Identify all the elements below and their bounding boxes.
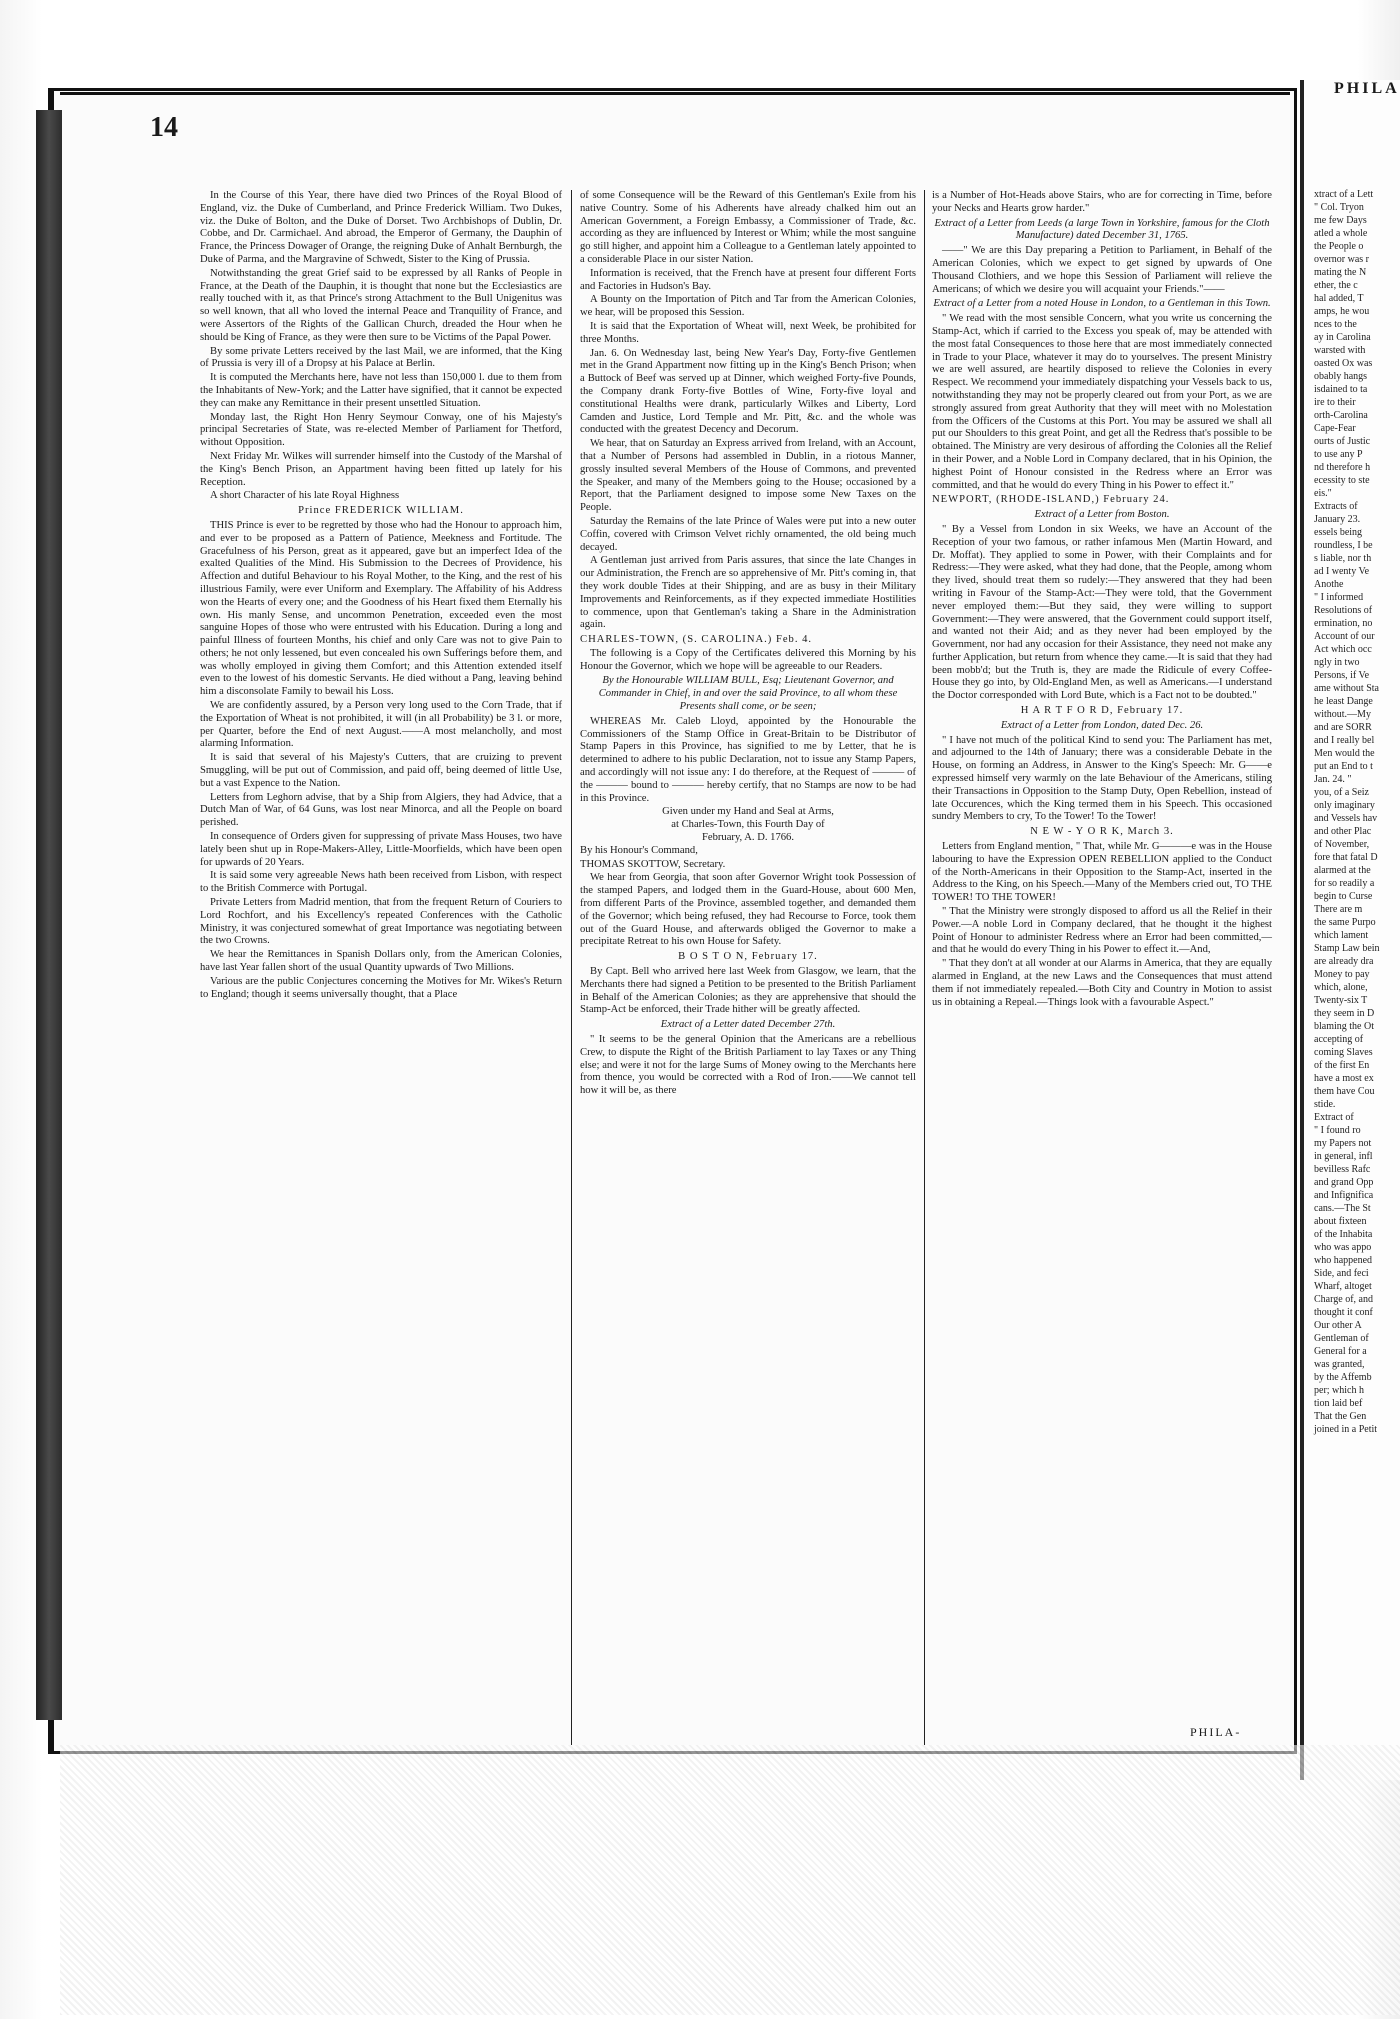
adjacent-page-line: ire to their: [1314, 397, 1356, 408]
adjacent-page-line: fore that fatal D: [1314, 852, 1378, 863]
paragraph: of some Consequence will be the Reward of this Gentleman's Exile from his native Country. Some of his Adherents have already chalked him out an American Government, a Foreign Embassy, a Commissioner of Trade, &c. according as they are influenced by Interest or Whim; while the most sanguine go still higher, and appoint him a Colleague to a Gentleman lately appointed to a considerable Place in our sister Nation.: [580, 190, 916, 265]
certificate-signature: February, A. D. 1766.: [702, 832, 794, 844]
adjacent-page-line: bevilless Rafc: [1314, 1164, 1371, 1175]
adjacent-page-line: Jan. 24. ": [1314, 774, 1352, 785]
paragraph: We hear from Georgia, that soon after Governor Wright took Possession of the stamped Papers, and lodged them in the Guard-House, about 600 Men, from different Parts of the Province, assembled together, and demanded them of the Governor; which being refused, they had Recourse to Force, took them out of the Guard House, and afterwards obliged the Governor to make a precipitate Retreat to his own House for Safety.: [580, 872, 916, 948]
adjacent-page-line: ermination, no: [1314, 618, 1373, 629]
adjacent-page-line: are already dra: [1314, 956, 1374, 967]
adjacent-page-line: ad I wenty Ve: [1314, 566, 1370, 577]
extract-heading: Extract of a Letter from a noted House in London, to a Gentleman in this Town.: [933, 298, 1271, 310]
adjacent-page-line: and grand Opp: [1314, 1177, 1374, 1188]
adjacent-page-line: who happened: [1314, 1255, 1373, 1266]
adjacent-page-line: and I really bel: [1314, 735, 1375, 746]
adjacent-page-line: eis.": [1314, 488, 1332, 499]
paragraph: The following is a Copy of the Certificates delivered this Morning by his Honour the Governor, which we hope will be agreeable to our Readers.: [580, 647, 916, 672]
adjacent-page-line: " I found ro: [1314, 1125, 1361, 1136]
paragraph: Jan. 6. On Wednesday last, being New Year's Day, Forty-five Gentlemen met in the Grand Appartment now fitting up in the King's Bench Prison; when a Buttock of Beef was served up at Dinner, which weighed Forty-five Pounds, the Company drank Forty-five Bottles of Wine, Forty-five loyal and constitutional Healths were drank, particularly Wilkes and Liberty, Lord Camden and Justice, Lord Temple and Mr. Pitt, &c. and the whole was conducted with the greatest Decency and Decorum.: [580, 347, 916, 436]
adjacent-page-line: s liable, nor th: [1314, 553, 1372, 564]
adjacent-page-line: about fixteen: [1314, 1216, 1367, 1227]
adjacent-page-line: hal added, T: [1314, 293, 1364, 304]
adjacent-page-line: Account of our: [1314, 631, 1375, 642]
adjacent-page-line: blaming the Ot: [1314, 1021, 1374, 1032]
adjacent-page-line: essels being: [1314, 527, 1363, 538]
top-rule: [60, 92, 1290, 95]
paragraph: Information is received, that the French have at present four different Forts and Factories in Hudson's Bay.: [580, 267, 916, 292]
adjacent-page-line: and other Plac: [1314, 826, 1372, 837]
paragraph: It is said that the Exportation of Wheat will, next Week, be prohibited for three Months.: [580, 320, 916, 345]
extract-heading: Extract of a Letter dated December 27th.: [660, 1019, 836, 1031]
adjacent-page-line: ame without Sta: [1314, 683, 1379, 694]
column-2: [580, 190, 916, 1099]
adjacent-page-line: roundless, I be: [1314, 540, 1373, 551]
adjacent-page-line: stide.: [1314, 1099, 1336, 1110]
adjacent-page-line: alarmed at the: [1314, 865, 1371, 876]
extract-heading: Extract of a Letter from Boston.: [1034, 509, 1170, 521]
adjacent-page-line: ecessity to ste: [1314, 475, 1370, 486]
section-heading: Prince FREDERICK WILLIAM.: [298, 505, 464, 517]
section-heading: N E W - Y O R K, March 3.: [1030, 826, 1174, 838]
column-rule: [571, 190, 572, 1745]
paragraph: is a Number of Hot-Heads above Stairs, who are for correcting in Time, before your Necks and Hearts grow harder.": [932, 190, 1272, 214]
paragraph: Saturday the Remains of the late Prince of Wales were put into a new outer Coffin, covered with Crimson Velvet richly ornamented, the old being much decayed.: [580, 515, 916, 553]
paragraph: Letters from Leghorn advise, that by a Ship from Algiers, they had Advice, that a Dutch Man of War, of 64 Guns, was lost near Minorca, and all the People on board perished.: [200, 791, 562, 829]
adjacent-page-line: Cape-Fear: [1314, 423, 1356, 434]
page-binding-shadow: [36, 110, 62, 1720]
paragraph: By Capt. Bell who arrived here last Week from Glasgow, we learn, that the Merchants there had signed a Petition to be presented to the British Parliament in Behalf of the American Colonies; as they are apprehensive that should the Stamp-Act be enforced, their Trade hither will be greatly affected.: [580, 966, 916, 1016]
adjacent-page-line: coming Slaves: [1314, 1047, 1373, 1058]
paragraph: It is said that several of his Majesty's Cutters, that are cruizing to prevent Smuggling, will be put out of Commission, and paid off, being deemed of little Use, but a vast Expence to the Nation.: [200, 752, 562, 789]
adjacent-page-line: per; which h: [1314, 1385, 1364, 1396]
paragraph: ——" We are this Day preparing a Petition to Parliament, in Behalf of the American Colonies, which we expect to get signed by upwards of One Thousand Clothiers, and we hope this Session of Parliament will relieve the Americans; of which we desire you will acquaint your Friends."——: [932, 245, 1272, 295]
adjacent-page-line: ourts of Justic: [1314, 436, 1371, 447]
column-3: [932, 190, 1272, 1010]
adjacent-page-line: Extract of: [1314, 1112, 1354, 1123]
adjacent-page-line: them have Cou: [1314, 1086, 1375, 1097]
adjacent-page-line: January 23.: [1314, 514, 1361, 525]
adjacent-page: [1300, 80, 1400, 1780]
paragraph: THOMAS SKOTTOW, Secretary.: [580, 858, 726, 870]
extract-heading: Extract of a Letter from London, dated Dec. 26.: [1000, 719, 1204, 731]
adjacent-page-line: overnor was r: [1314, 254, 1369, 265]
adjacent-page-line: Charge of, and: [1314, 1294, 1373, 1305]
paragraph: " It seems to be the general Opinion that the Americans are a rebellious Crew, to dispute the Right of the British Parliament to lay Taxes or any Thing else; and were it not for the large Sums of Money owing to the Merchants here from thence, you would be corrected with a Rod of Iron.——We cannot tell how it will be, as there: [580, 1034, 916, 1097]
adjacent-page-line: he least Dange: [1314, 696, 1373, 707]
adjacent-page-line: Resolutions of: [1314, 605, 1373, 616]
dateline: NEWPORT, (RHODE-ISLAND,) February 24.: [932, 494, 1170, 506]
adjacent-page-line: you, of a Seiz: [1314, 787, 1369, 798]
paragraph: In the Course of this Year, there have died two Princes of the Royal Blood of England, viz. the Duke of Cumberland, and Prince Frederick William. Two Dukes, viz. the Duke of Bolton, and the Duke of Dorset. Two Archbishops of Dublin, Dr. Cobbe, and Dr. Carmichael. And abroad, the Emperor of Germany, the Dauphin of France, the Princess Dowager of Orange, the reigning Duke of Anhalt Bernburgh, the Duke of Parma, and the Margravine of Schwedt, Sister to the King of Prussia.: [200, 190, 562, 265]
adjacent-page-line: tion laid bef: [1314, 1398, 1363, 1409]
paragraph: Private Letters from Madrid mention, that from the frequent Return of Couriers to Lord Rochfort, and his Excellency's repeated Conferences with the Catholic Ministry, it was conjectured somewhat of great Importance was negotiating between the two Crowns.: [200, 897, 562, 947]
adjacent-page-line: of November,: [1314, 839, 1370, 850]
paragraph: By some private Letters received by the last Mail, we are informed, that the King of Prussia is very ill of a Dropsy at his Palace at Berlin.: [200, 345, 562, 370]
adjacent-page-line: Gentleman of: [1314, 1333, 1369, 1344]
adjacent-page-line: they seem in D: [1314, 1008, 1375, 1019]
adjacent-page-line: Wharf, altoget: [1314, 1281, 1372, 1292]
section-heading: H A R T F O R D, February 17.: [1020, 705, 1184, 717]
adjacent-page-line: Extracts of: [1314, 501, 1358, 512]
adjacent-page-line: Stamp Law bein: [1314, 943, 1380, 954]
paragraph: We hear, that on Saturday an Express arrived from Ireland, with an Account, that a Number of Persons had assembled in Dublin, in a riotous Manner, grossly insulted several Members of the House of Commons, and prevented the Speaker, and many of the Members going to the House; occasioned by a Report, that the Parliament designed to impose some New Taxes on the People.: [580, 438, 916, 514]
adjacent-page-line: That the Gen: [1314, 1411, 1367, 1422]
adjacent-page-line: thought it conf: [1314, 1307, 1373, 1318]
adjacent-page-line: my Papers not: [1314, 1138, 1372, 1149]
dateline: CHARLES-TOWN, (S. CAROLINA.) Feb. 4.: [580, 634, 813, 646]
adjacent-page-line: " Col. Tryon: [1314, 202, 1364, 213]
paragraph: Various are the public Conjectures concerning the Motives for Mr. Wikes's Return to England; though it seems universally thought, that a Place: [200, 975, 562, 1000]
adjacent-page-line: for so readily a: [1314, 878, 1375, 889]
certificate-signature: Given under my Hand and Seal at Arms,: [662, 806, 834, 818]
paragraph: " We read with the most sensible Concern, what you write us concerning the Stamp-Act, which if carried to the Excess you speak of, may be attended with the most fatal Consequences to those here that are most immediately connected in Trade to your Place, whatever it may do to yourselves. The present Ministry we are well assured, are heartily disposed to relieve the Colonies in every Respect. We recommend your immediately dispatching your Vessels back to us, notwithstanding they may not be properly cleared out from your Port, as we are strongly assured from great Authority that they will meet with no Molestation from the Officers of the Customs at this Port. You may be assured we shall all put our Shoulders to this great Point, and get all the Redress that's possible to be obtained. The Ministry are very desirous of affording the Colonies all the Relief in their Power, and a Noble Lord in Company declared, that in his Opinion, the highest Point of Honour consisted in the Redress where an Error was committed, and that he would do every Thing in his Power to effect it.": [932, 313, 1272, 491]
paragraph: " That the Ministry were strongly disposed to afford us all the Relief in their Power.—A noble Lord in Company declared, that he thought it the highest Point of Honour to administer Redress where an Error had been committed,—and that he would do every Thing in his Power to effect it.—And,: [932, 906, 1272, 956]
column-1: [200, 190, 562, 1002]
adjacent-page-line: obably hangs: [1314, 371, 1368, 382]
adjacent-page-line: which lament: [1314, 930, 1369, 941]
paragraph: A Gentleman just arrived from Paris assures, that since the late Changes in our Administration, the French are so apprehensive of Mr. Pitt's coming in, that they work double Tides at their Shipping, and are as busy in their Military Improvements and Reinforcements, as if they expected immediate Hostilities to commence, upon that Gentleman's taking a Share in the Administration again.: [580, 555, 916, 631]
adjacent-page-line: and Vessels hav: [1314, 813, 1378, 824]
adjacent-page-line: isdained to ta: [1314, 384, 1368, 395]
adjacent-page-line: and are SORR: [1314, 722, 1372, 733]
adjacent-page-line: have a most ex: [1314, 1073, 1374, 1084]
adjacent-page-line: and Infignifica: [1314, 1190, 1374, 1201]
adjacent-page-line: " I informed: [1314, 592, 1364, 603]
paragraph: " By a Vessel from London in six Weeks, we have an Account of the Reception of your two famous, or rather infamous Men (Martin Howard, and Dr. Moffat). They applied to some in Power, with their Complaints and for Redress:—They were asked, what they had done, that the People, among whom they lived, should treat them so rudely:—They answered that they had been writing in Favour of the Stamp-Act:—They were told, that the Government never employed them:—But they said, they were willing to support Government:—They were answered, that the Government could support itself, and wanted not their Aid; and as they never had been employed by the Government, nor had any occasion for their Assistance, they need not make any further Application, but return from whence they came.—It is said that they had been mobb'd; but the Truth is, they are made the Ridicule of every Coffee-House they go into, by Old-England Men, as well as Americans.—I understand the Doctor corresponded with Lord Bute, which is a Fact not to be doubted.": [932, 523, 1272, 702]
adjacent-page-line: Twenty-six T: [1314, 995, 1368, 1006]
paragraph: " That they don't at all wonder at our Alarms in America, that they are equally alarmed in England, at the new Laws and the Consequences that must attend them if not immediately repealed.—Both City and Country in Motion to assist us in obtaining a Repeal.—Things look with a favourable Aspect.": [932, 958, 1272, 1008]
scan-noise: [60, 1745, 1400, 2015]
adjacent-page-line: the People o: [1314, 241, 1364, 252]
adjacent-page-line: Persons, if Ve: [1314, 670, 1370, 681]
adjacent-page-line: There are m: [1314, 904, 1363, 915]
adjacent-page-line: ay in Carolina: [1314, 332, 1371, 343]
paragraph: We hear the Remittances in Spanish Dollars only, from the American Colonies, have last Year fallen short of the usual Quantity upwards of Two Millions.: [200, 949, 562, 974]
adjacent-page-line: of the Inhabita: [1314, 1229, 1373, 1240]
extract-heading: By the Honourable WILLIAM BULL, Esq; Lieutenant Governor, and Commander in Chief, in and over the said Province, to all whom these Presents shall come, or be seen;: [598, 675, 898, 713]
adjacent-page-line: xtract of a Lett: [1314, 189, 1374, 200]
adjacent-page-line: of the first En: [1314, 1060, 1370, 1071]
catchword: PHILA-: [1190, 1725, 1242, 1739]
extract-heading: Extract of a Letter from Leeds (a large Town in Yorkshire, famous for the Cloth Manufacture) dated December 31, 1765.: [934, 217, 1270, 242]
paragraph: In consequence of Orders given for suppressing of private Mass Houses, two have lately been shut up in Rope-Makers-Alley, Little-Moorfields, which have been open for upwards of 20 Years.: [200, 831, 562, 868]
adjacent-page-line: General for a: [1314, 1346, 1367, 1357]
adjacent-page-line: Act which occ: [1314, 644, 1372, 655]
section-heading: B O S T O N, February 17.: [678, 951, 818, 963]
adjacent-page-line: who was appo: [1314, 1242, 1372, 1253]
paragraph: It is computed the Merchants here, have not less than 150,000 l. due to them from the Inhabitants of New-York; and the Latter have signified, that it cannot be expected they can make any Remittance in their present unsettled Situation.: [200, 372, 562, 409]
adjacent-page-line: amps, he wou: [1314, 306, 1370, 317]
adjacent-page-line: Money to pay: [1314, 969, 1370, 980]
paragraph: A short Character of his late Royal Highness: [210, 490, 400, 502]
adjacent-page-line: was granted,: [1314, 1359, 1365, 1370]
paragraph: " I have not much of the political Kind to send you: The Parliament has met, and adjourned to the 14th of January; there was a considerable Debate in the House, on forming an Address, in Answer to the King's Speech: Mr. G——e expressed himself very warmly on the late Behaviour of the Americans, stiling their Transactions in Opposition to the Stamp Duty, Open Rebellion, instead of late Occurences, which the King termed them in his Speech. This occasioned sundry Members to cry, To the Tower! To the Tower!: [932, 734, 1272, 823]
paragraph: By his Honour's Command,: [580, 844, 698, 856]
adjacent-page-line: me few Days: [1314, 215, 1367, 226]
paragraph: THIS Prince is ever to be regretted by those who had the Honour to approach him, and ever to be proposed as a Pattern of Patience, Meekness and Fortitude. The Gracefulness of his Person, great as it appeared, gave but an imperfect Idea of the exalted Qualities of the Mind. His Submission to the Decrees of Providence, his Affection and dutiful Behaviour to his Royal Mother, to the King, and the rest of his illustrious Family, were ever Uniform and Exemplary. The Affability of his Address won the Hearts of every one; and the Goodness of his Heart fixed them Eternally his own. His manly Sense, and uncommon Penetration, exceeded even the most sanguine Hopes of those who were entrusted with his Education. During a long and painful Illness of fourteen Months, his chief and only Care was not to give Pain to others; he not only lessened, but even concealed his own Sufferings before them, and was wholly employed in giving them Comfort; and this Attention extended itself even to the lowest of his domestic Servants. He died without a Pang, leaving behind him a disconsolate Family to bewail his Loss.: [200, 519, 562, 698]
adjacent-page-line: which, alone,: [1314, 982, 1368, 993]
adjacent-page-line: put an End to t: [1314, 761, 1373, 772]
adjacent-page-line: to use any P: [1314, 449, 1363, 460]
adjacent-page-text: [1304, 98, 1400, 1436]
paragraph: A Bounty on the Importation of Pitch and Tar from the American Colonies, we hear, will be proposed this Session.: [580, 294, 916, 319]
adjacent-page-line: joined in a Petit: [1314, 1424, 1378, 1435]
adjacent-page-line: ether, the c: [1314, 280, 1358, 291]
paragraph: Notwithstanding the great Grief said to be expressed by all Ranks of People in France, at the Death of the Dauphin, it is thought that none but the Ecclesiastics are really touched with it, as that Prince's strong Attachment to the Bull Unigenitus was so well known, that all who loved the internal Peace and Tranquility of France, and were Assertors of the Rights of the Gallican Church, dreaded the Hour when he should be King of France, as they were then sure to be Victims of the Papal Power.: [200, 267, 562, 343]
adjacent-page-line: without.—My: [1314, 709, 1371, 720]
adjacent-page-line: orth-Carolina: [1314, 410, 1368, 421]
certificate-signature: at Charles-Town, this Fourth Day of: [671, 819, 825, 831]
adjacent-page-line: Anothe: [1314, 579, 1344, 590]
adjacent-page-line: cans.—The St: [1314, 1203, 1371, 1214]
page-number: 14: [150, 112, 178, 143]
adjacent-page-line: Side, and feci: [1314, 1268, 1369, 1279]
adjacent-page-line: Our other A: [1314, 1320, 1362, 1331]
adjacent-page-line: atled a whole: [1314, 228, 1368, 239]
adjacent-page-line: nces to the: [1314, 319, 1357, 330]
adjacent-page-line: by the Affemb: [1314, 1372, 1372, 1383]
paragraph: WHEREAS Mr. Caleb Lloyd, appointed by the Honourable the Commissioners of the Stamp Office in Great-Britain to be Distributor of Stamp Papers in this Province, has signified to me by Letter, that he is determined to adhere to his public Declaration, not to issue any Stamp Papers, and accordingly will not issue any: I do therefore, at the Request of ——— of the ——— bound to ——— hereby certify, that no Stamps are now to be had in this Province.: [580, 715, 916, 804]
adjacent-page-line: the same Purpo: [1314, 917, 1376, 928]
adjacent-page-line: Men would the: [1314, 748, 1375, 759]
paragraph: Next Friday Mr. Wilkes will surrender himself into the Custody of the Marshal of the King's Bench Prison, an Appartment having been fitted up lately for his Reception.: [200, 450, 562, 488]
adjacent-page-line: only imaginary: [1314, 800, 1375, 811]
column-rule: [924, 190, 925, 1745]
adjacent-page-line: in general, infl: [1314, 1151, 1373, 1162]
adjacent-page-line: warsted with: [1314, 345, 1366, 356]
adjacent-page-line: mating the N: [1314, 267, 1367, 278]
adjacent-page-line: ngly in two: [1314, 657, 1360, 668]
adjacent-page-heading: PHILA: [1334, 80, 1400, 97]
paragraph: Letters from England mention, " That, while Mr. G———e was in the House labouring to have the Expression OPEN REBELLION applied to the Conduct of the North-Americans in their Opposition to the Stamp-Act, inserted in the Address to the King, on his Speech.—Many of the Members cried out, TO THE TOWER! TO THE TOWER!: [932, 841, 1272, 904]
paragraph: It is said some very agreeable News hath been received from Lisbon, with respect to the British Commerce with Portugal.: [200, 870, 562, 895]
paragraph: We are confidently assured, by a Person very long used to the Corn Trade, that if the Exportation of Wheat is not prohibited, it will (in all Probability) be 3 l. or more, per Quarter, before the End of next August.——A most melancholly, and most alarming Information.: [200, 700, 562, 750]
adjacent-page-line: nd therefore h: [1314, 462, 1371, 473]
paragraph: Monday last, the Right Hon Henry Seymour Conway, one of his Majesty's principal Secretaries of State, was re-elected Member of Parliament for Thetford, without Opposition.: [200, 411, 562, 449]
adjacent-page-line: oasted Ox was: [1314, 358, 1373, 369]
adjacent-page-line: accepting of: [1314, 1034, 1364, 1045]
adjacent-page-line: begin to Curse: [1314, 891, 1373, 902]
